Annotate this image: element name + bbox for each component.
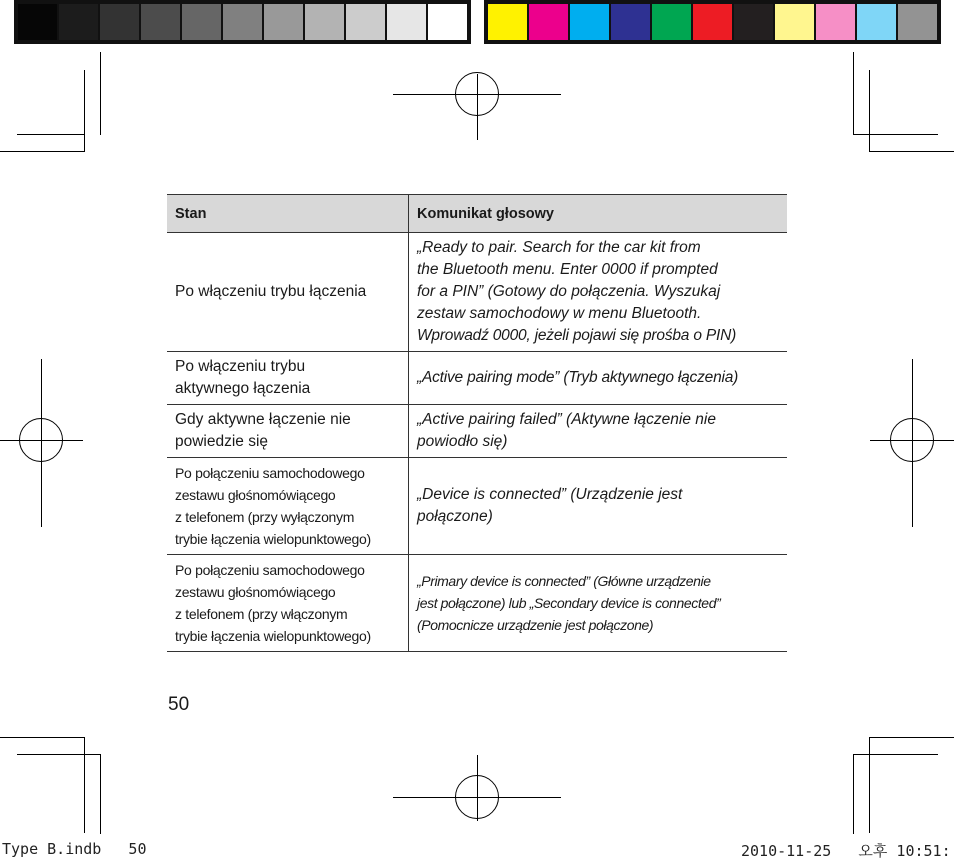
- message-line: Wprowadź 0000, jeżeli pojawi się prośba o PIN): [417, 327, 737, 344]
- state-cell: [167, 233, 409, 352]
- header-voice-message: Komunikat głosowy: [409, 195, 788, 233]
- gray-swatch: [223, 4, 262, 40]
- state-line: trybie łączenia wielopunktowego): [175, 628, 371, 644]
- message-line: połączone): [417, 508, 493, 525]
- color-swatch: [693, 4, 732, 40]
- message-cell: [409, 405, 788, 458]
- message-line: jest połączone) lub „Secondary device is connected”: [417, 595, 721, 611]
- state-line: aktywnego łączenia: [175, 380, 311, 397]
- message-line: powiodło się): [417, 433, 508, 450]
- voice-messages-table: [167, 194, 787, 652]
- gray-swatch: [428, 4, 467, 40]
- gray-swatch: [346, 4, 385, 40]
- table-row: [167, 233, 787, 352]
- crop-mark-bottom-left-v2: [100, 754, 101, 834]
- color-swatch: [816, 4, 855, 40]
- state-line: Po włączeniu trybu: [175, 358, 306, 375]
- color-swatch: [734, 4, 773, 40]
- crop-mark-bottom-left-v: [84, 737, 85, 833]
- message-line: (Pomocnicze urządzenie jest połączone): [417, 617, 654, 633]
- state-line: Gdy aktywne łączenie nie: [175, 411, 351, 428]
- color-swatch: [775, 4, 814, 40]
- state-line: zestawu głośnomówiącego: [175, 487, 336, 503]
- gray-swatch: [305, 4, 344, 40]
- crop-mark-bottom-right-h2: [853, 754, 938, 755]
- gray-swatch: [100, 4, 139, 40]
- table-row: [167, 555, 787, 652]
- message-line: „Ready to pair. Search for the car kit from: [417, 239, 701, 256]
- crop-mark-top-right-v: [853, 52, 854, 135]
- state-line: Po połączeniu samochodowego: [175, 465, 365, 481]
- footer-timestamp: 2010-11-25 오후 10:51:: [741, 842, 951, 860]
- crop-mark-bottom-right-h: [869, 737, 954, 738]
- table-header-row: [167, 195, 787, 233]
- crop-mark-bottom-right-v: [869, 737, 870, 833]
- state-line: Po połączeniu samochodowego: [175, 562, 365, 578]
- state-line: powiedzie się: [175, 433, 269, 450]
- color-swatch: [529, 4, 568, 40]
- message-cell: [409, 555, 788, 652]
- color-swatch: [857, 4, 896, 40]
- crop-mark-top-left-h: [17, 134, 84, 135]
- message-cell: [409, 352, 788, 405]
- crop-mark-top-right-h2: [869, 151, 954, 152]
- message-line: „Device is connected” (Urządzenie jest: [417, 486, 683, 503]
- crop-mark-bottom-left-h2: [17, 754, 101, 755]
- table-row: [167, 405, 787, 458]
- message-cell: [409, 458, 788, 555]
- message-line: for a PIN” (Gotowy do połączenia. Wyszukaj: [417, 283, 721, 300]
- gray-swatch: [141, 4, 180, 40]
- crop-mark-bottom-left-h: [0, 737, 84, 738]
- color-calibration-bar: [484, 0, 941, 44]
- state-cell: [167, 555, 409, 652]
- footer-file-info: Type B.indb 50: [2, 840, 147, 858]
- state-line: zestawu głośnomówiącego: [175, 584, 336, 600]
- page-number: 50: [168, 694, 190, 715]
- state-cell: [167, 458, 409, 555]
- crop-mark-top-left-v: [100, 52, 101, 135]
- message-line: „Primary device is connected” (Główne urządzenie: [417, 573, 711, 589]
- color-swatch: [570, 4, 609, 40]
- state-cell: [167, 352, 409, 405]
- state-line: trybie łączenia wielopunktowego): [175, 531, 371, 547]
- state-line: z telefonem (przy wyłączonym: [175, 509, 355, 525]
- gray-calibration-bar: [14, 0, 471, 44]
- gray-swatch: [18, 4, 57, 40]
- crop-mark-top-right-v2: [869, 70, 870, 152]
- color-swatch: [898, 4, 937, 40]
- gray-swatch: [182, 4, 221, 40]
- state-line: z telefonem (przy włączonym: [175, 606, 348, 622]
- table-row: [167, 352, 787, 405]
- message-line: „Active pairing mode” (Tryb aktywnego łączenia): [417, 369, 739, 386]
- table-row: [167, 458, 787, 555]
- gray-swatch: [59, 4, 98, 40]
- gray-swatch: [387, 4, 426, 40]
- color-swatch: [652, 4, 691, 40]
- crop-mark-bottom-right-v2: [853, 754, 854, 834]
- message-line: the Bluetooth menu. Enter 0000 if prompted: [417, 261, 718, 278]
- gray-swatch: [264, 4, 303, 40]
- color-swatch: [488, 4, 527, 40]
- state-line: Po włączeniu trybu łączenia: [175, 283, 367, 300]
- crop-mark-top-right-h: [853, 134, 938, 135]
- crop-mark-top-left-v2: [84, 70, 85, 152]
- crop-mark-top-left-h2: [0, 151, 84, 152]
- message-cell: [409, 233, 788, 352]
- message-line: „Active pairing failed” (Aktywne łączenie nie: [417, 411, 716, 428]
- state-cell: [167, 405, 409, 458]
- color-swatch: [611, 4, 650, 40]
- header-state: Stan: [167, 195, 409, 233]
- message-line: zestaw samochodowy w menu Bluetooth.: [417, 305, 702, 322]
